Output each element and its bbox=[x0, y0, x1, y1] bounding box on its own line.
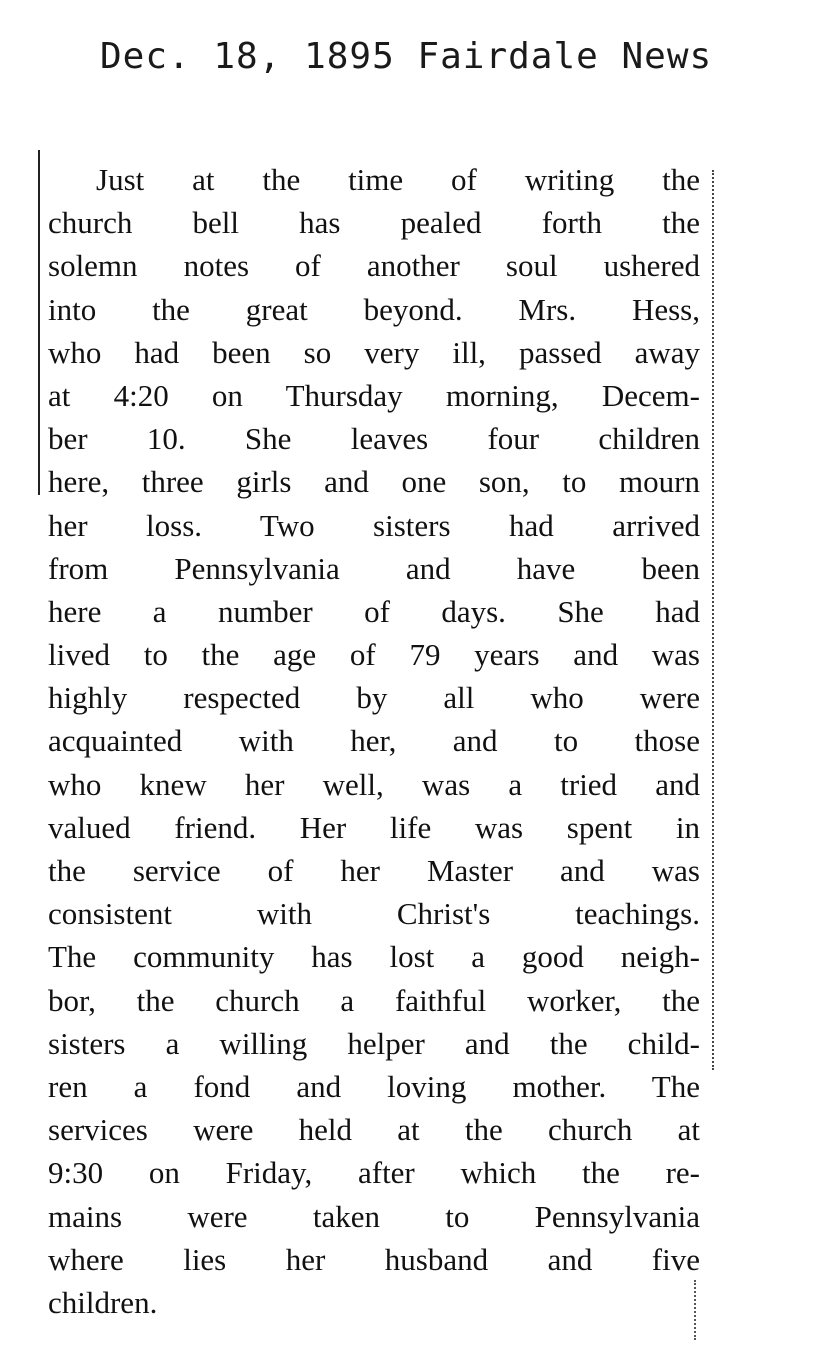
article-line: ren a fond and loving mother. The bbox=[48, 1068, 700, 1104]
article-line: church bell has pealed forth the bbox=[48, 205, 700, 241]
article-line: who knew her well, was a tried and bbox=[48, 766, 700, 802]
article-line: Just at the time of writing the bbox=[96, 162, 700, 197]
article-line: valued friend. Her life was spent in bbox=[48, 809, 700, 845]
article-line: into the great beyond. Mrs. Hess, bbox=[48, 291, 700, 327]
newspaper-clipping bbox=[38, 150, 714, 1340]
article-line: consistent with Christ's teachings. bbox=[48, 896, 700, 932]
article-line: at 4:20 on Thursday morning, Decem- bbox=[48, 377, 700, 413]
article-line: highly respected by all who were bbox=[48, 680, 700, 716]
article-line: here a number of days. She had bbox=[48, 593, 700, 629]
article-line: from Pennsylvania and have been bbox=[48, 550, 700, 586]
clipping-date-heading: Dec. 18, 1895 Fairdale News bbox=[100, 36, 713, 77]
article-line: the service of her Master and was bbox=[48, 853, 700, 888]
article-line: lived to the age of 79 years and was bbox=[48, 637, 700, 673]
column-rule-right bbox=[712, 170, 714, 1070]
article-line: mains were taken to Pennsylvania bbox=[48, 1198, 700, 1234]
article-line: ber 10. She leaves four children bbox=[48, 421, 700, 457]
article-line: where lies her husband and five bbox=[48, 1241, 700, 1277]
article-line: services were held at the church at bbox=[48, 1112, 700, 1148]
article-line: acquainted with her, and to those bbox=[48, 723, 700, 759]
article-line: 9:30 on Friday, after which the re- bbox=[48, 1155, 700, 1191]
article-line: who had been so very ill, passed away bbox=[48, 334, 700, 370]
article-line: The community has lost a good neigh- bbox=[48, 939, 700, 975]
article-line: solemn notes of another soul ushered bbox=[48, 248, 700, 284]
article-line: her loss. Two sisters had arrived bbox=[48, 507, 700, 543]
article-line: bor, the church a faithful worker, the bbox=[48, 982, 700, 1018]
column-rule-left bbox=[38, 150, 40, 495]
article-line: here, three girls and one son, to mourn bbox=[48, 464, 700, 500]
article-line: sisters a willing helper and the child- bbox=[48, 1025, 700, 1061]
article-line: children. bbox=[48, 1284, 158, 1320]
article-body bbox=[48, 158, 700, 1324]
